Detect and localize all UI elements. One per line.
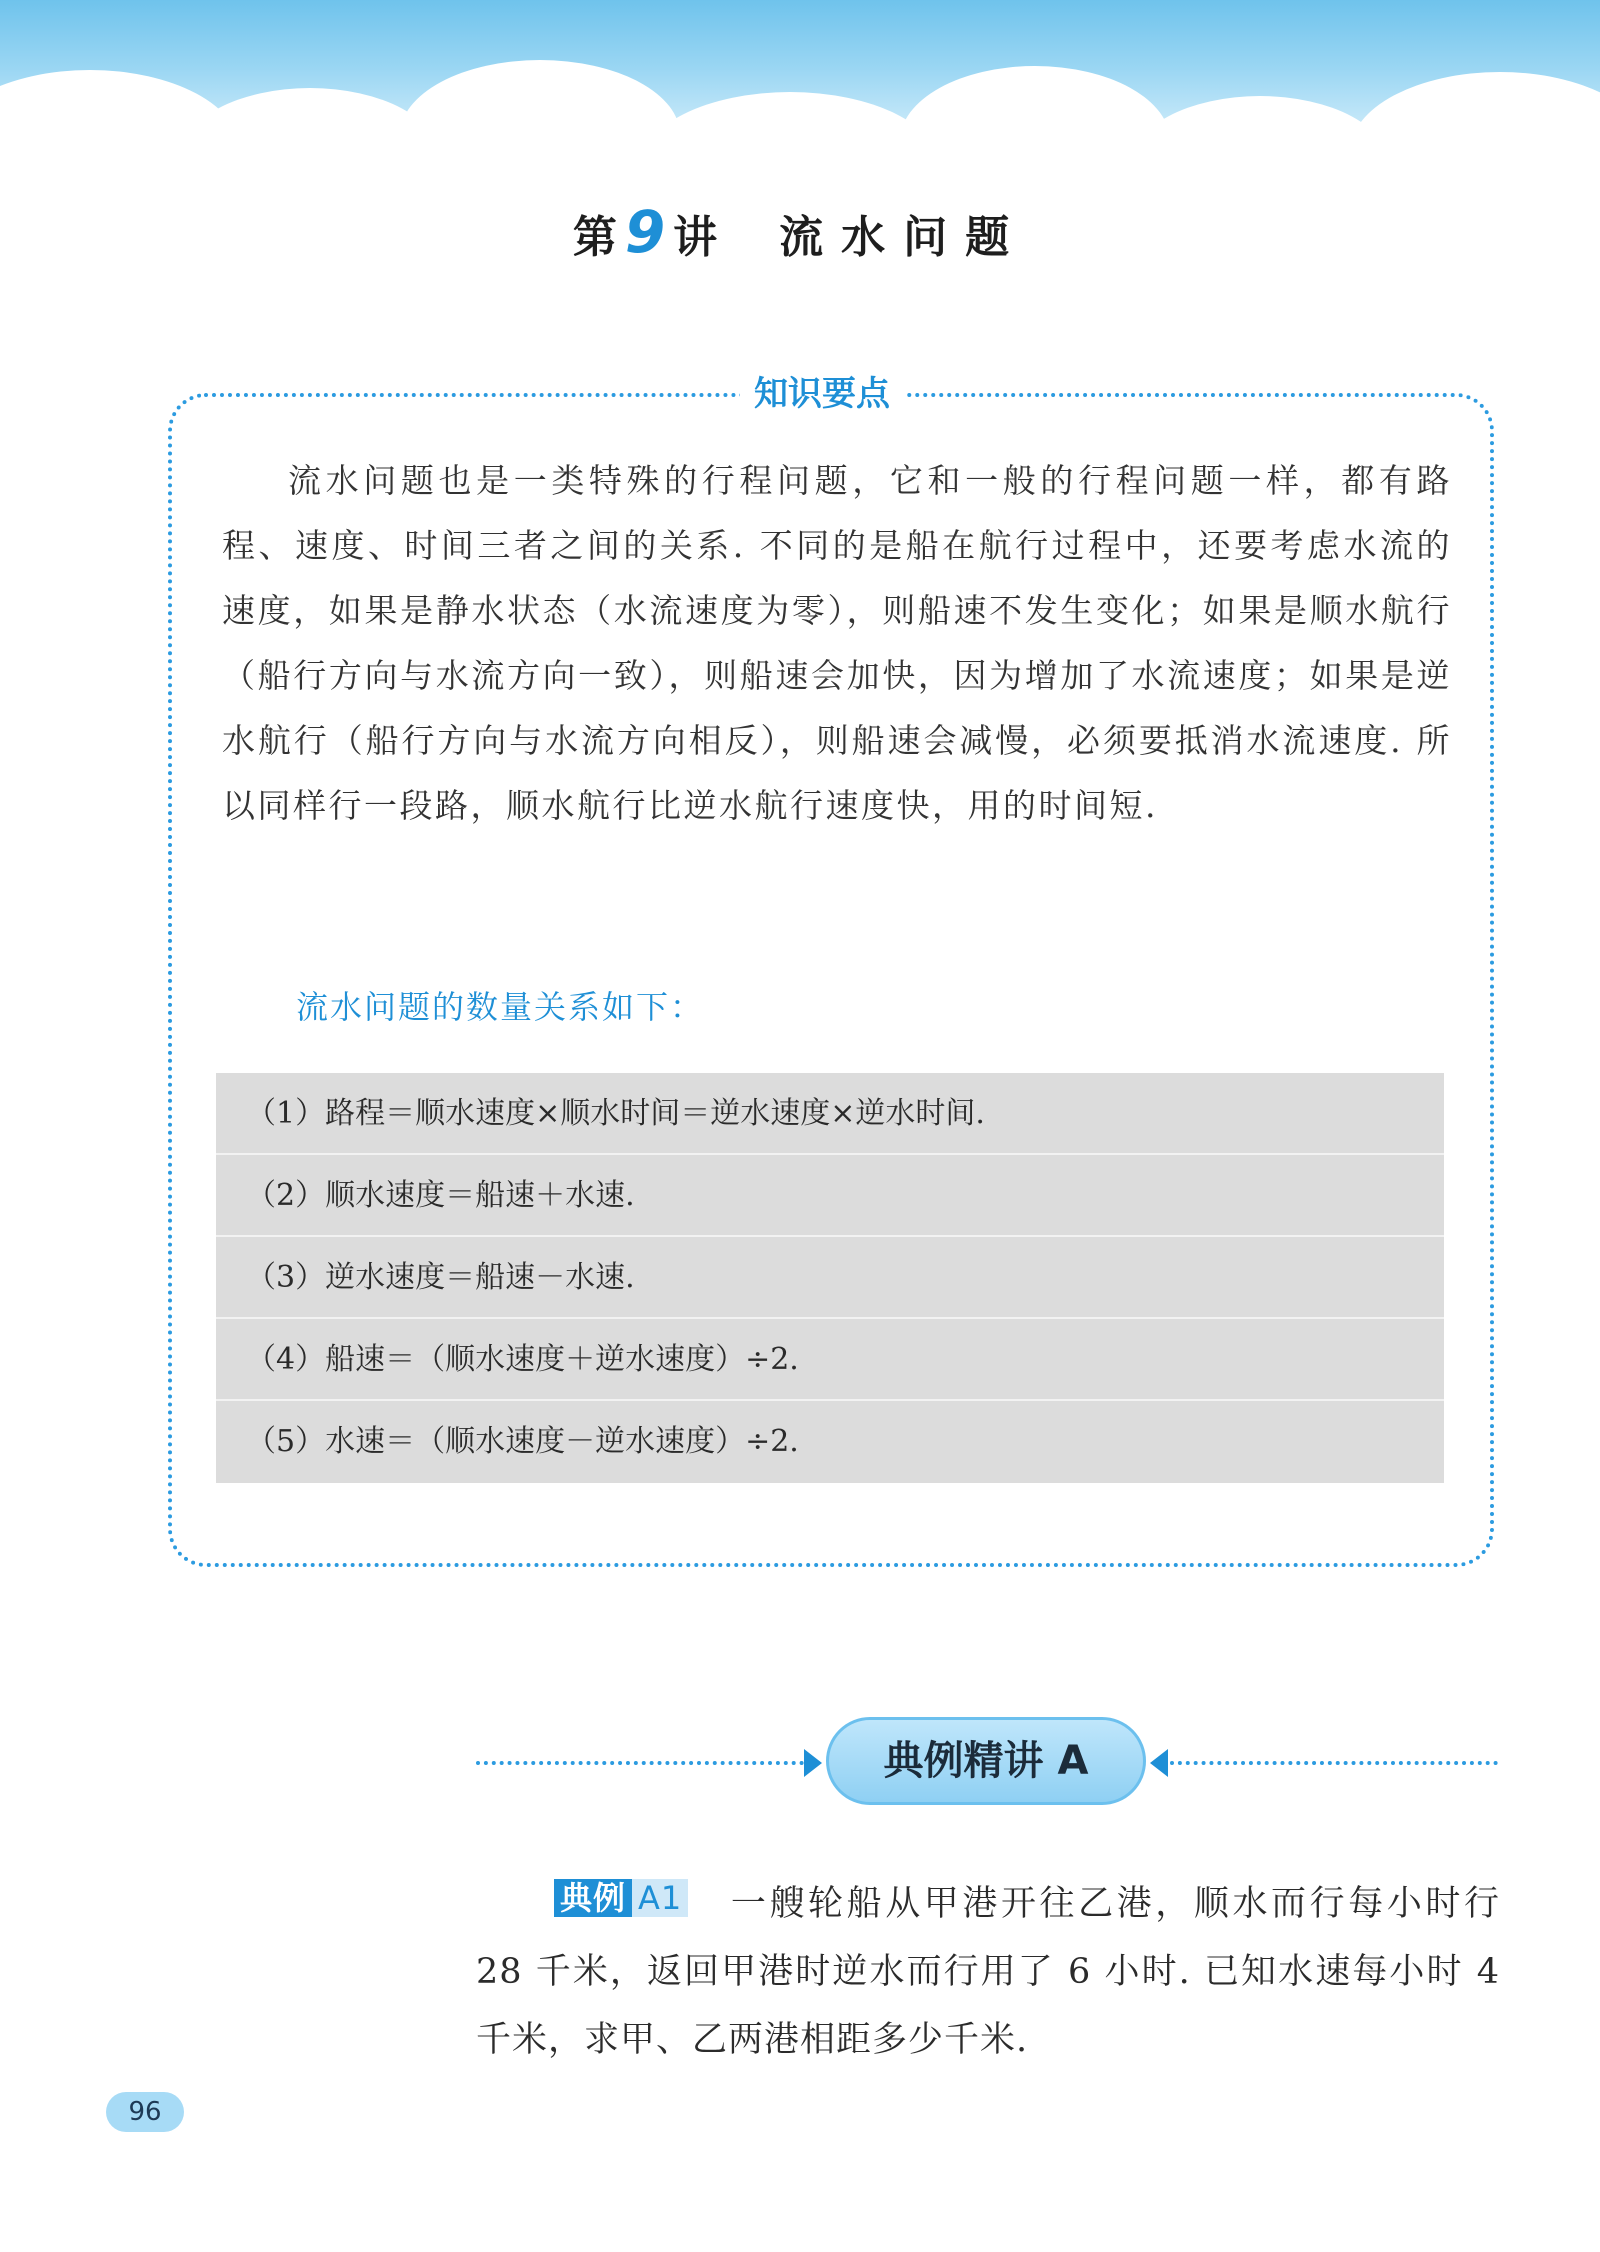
- chapter-title: [0, 198, 1600, 266]
- example-section-banner: [0, 1717, 1600, 1807]
- chapter-prefix: 第: [572, 212, 619, 263]
- formula-row: （5）水速＝（顺水速度－逆水速度）÷2.: [246, 1424, 799, 1459]
- problem-text: 一艘轮船从甲港开往乙港，顺水而行每小时行 28 千米，返回甲港时逆水而行用了 6 小时. 已知水速每小时 4 千米，求甲、乙两港相距多少千米.: [476, 1884, 1500, 2060]
- problem-tag: [554, 1876, 688, 1920]
- arrow-right-icon: [804, 1749, 822, 1777]
- chapter-number: 9: [624, 198, 668, 266]
- formula-row: （4）船速＝（顺水速度＋逆水速度）÷2.: [216, 1319, 1444, 1401]
- page-number: 96: [106, 2092, 184, 2132]
- chapter-topic: 流水问题: [779, 212, 1028, 263]
- header-sky-banner: [0, 0, 1600, 170]
- example-section-title: 典例精讲 A: [826, 1717, 1146, 1805]
- formula-title: 流水问题的数量关系如下：: [296, 988, 705, 1026]
- example-problem: [476, 1870, 1500, 2074]
- problem-tag-keyword: 典例: [554, 1879, 632, 1917]
- chapter-suffix: 讲: [673, 212, 720, 263]
- formula-row: （3）逆水速度＝船速－水速.: [216, 1237, 1444, 1319]
- divider-right: [1170, 1761, 1498, 1765]
- arrow-left-icon: [1150, 1749, 1168, 1777]
- knowledge-header: 知识要点: [740, 366, 904, 415]
- divider-left: [476, 1761, 804, 1765]
- formula-table: [216, 1073, 1444, 1483]
- formula-row: （1）路程＝顺水速度×顺水时间＝逆水速度×逆水时间.: [216, 1073, 1444, 1155]
- knowledge-intro-paragraph: 流水问题也是一类特殊的行程问题，它和一般的行程问题一样，都有路程、速度、时间三者之间的关系. 不同的是船在航行过程中，还要考虑水流的速度，如果是静水状态（水流速度为零），则船速不发生变化；如果是顺水航行（船行方向与水流方向一致），则船速会加快，因为增加了水流速度；如果是逆水航行（船行方向与水流方向相反），则船速会减慢，必须要抵消水流速度. 所以同样行一段路，顺水航行比逆水航行速度快，用的时间短.: [222, 461, 1452, 825]
- formula-row: （2）顺水速度＝船速＋水速.: [216, 1155, 1444, 1237]
- problem-tag-number: A1: [632, 1879, 688, 1917]
